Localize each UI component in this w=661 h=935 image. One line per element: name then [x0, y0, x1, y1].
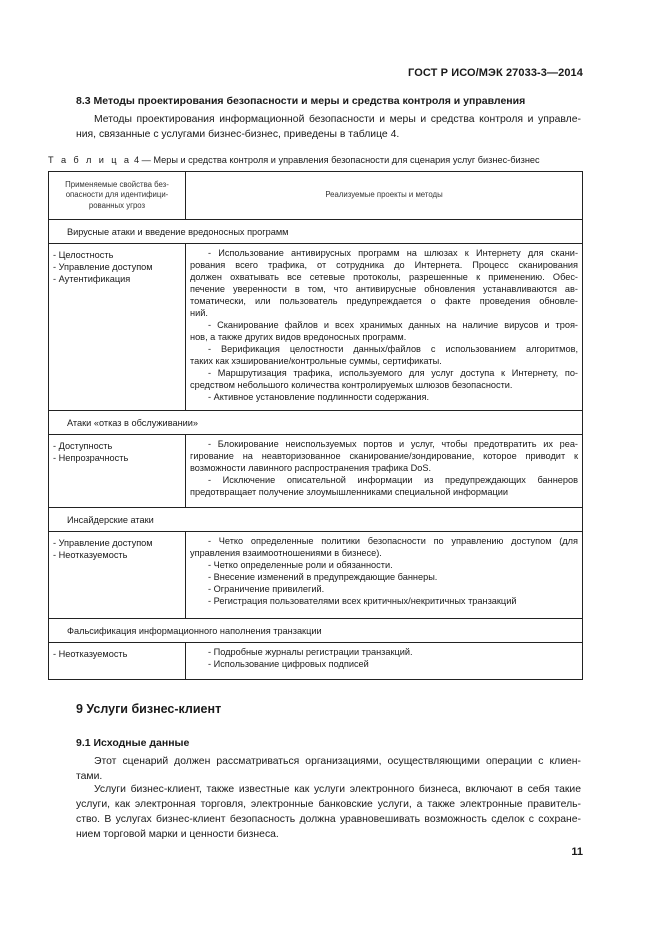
- method-line: - Блокирование неиспользуемых портов и услуг, чтобы предотвратить их реа-: [208, 439, 578, 449]
- method-line: управления взаимоотношениями в бизнесе).: [190, 548, 382, 558]
- method-line: гирование на неавторизованное сканирование/зондирование, которое приводит к: [190, 451, 578, 461]
- method-item: [190, 535, 578, 559]
- header-col-properties: [49, 172, 186, 220]
- paragraph-line: услуги, как электронная торговля, электронные банковские услуги, а также электронные правитель-: [76, 799, 581, 810]
- property-item: - Непрозрачность: [53, 453, 129, 463]
- header-line: рованных угроз: [88, 200, 146, 210]
- paragraph-line: ство. В услугах бизнес-клиент безопасность должна уравновешивать возможность сделок с сохране-: [76, 814, 581, 825]
- method-item: [190, 658, 578, 670]
- methods-cell: [186, 643, 583, 680]
- section-8-3-paragraph: [76, 112, 581, 142]
- table-header-row: [49, 172, 583, 220]
- section-9-1-title: 9.1 Исходные данные: [76, 737, 190, 749]
- method-item: [190, 583, 578, 595]
- header-line: Применяемые свойства без-: [65, 179, 169, 189]
- method-line: - Использование антивирусных программ на шлюзах к Интернету для скани-: [208, 248, 578, 258]
- standard-header: ГОСТ Р ИСО/МЭК 27033-3—2014: [408, 67, 583, 79]
- method-line: - Использование цифровых подписей: [208, 659, 369, 669]
- paragraph-line: Методы проектирования информационной безопасности и меры и средства контроля и управле-: [94, 114, 581, 125]
- table-row: [49, 244, 583, 411]
- method-line: нов, а также других видов вредоносных программ.: [190, 332, 407, 342]
- paragraph-line: ния, связанные с услугами бизнес-бизнес, приведены в таблице 4.: [76, 129, 400, 140]
- method-line: должен охватывать все сетевые протоколы, разрешенные к применению. Обес-: [190, 272, 578, 282]
- methods-cell: [186, 435, 583, 508]
- method-line: томатически, или пользователь предупреждается о факте проведения обновле-: [190, 296, 578, 306]
- method-line: - Четко определенные политики безопасности по управлению доступом (для: [208, 536, 578, 546]
- method-item: [190, 319, 578, 343]
- method-line: - Подробные журналы регистрации транзакций.: [208, 647, 413, 657]
- page-number: 11: [571, 846, 583, 858]
- property-item: - Неотказуемость: [53, 550, 128, 560]
- method-line: печение уверенности в том, что антивирусные обновления устанавливаются ав-: [190, 284, 578, 294]
- property-item: - Неотказуемость: [53, 649, 128, 659]
- section-9-1-paragraph-2: [76, 782, 581, 842]
- methods-cell: [186, 244, 583, 411]
- property-item: - Целостность: [53, 250, 114, 260]
- property-item: - Доступность: [53, 441, 113, 451]
- table-section-row: [49, 508, 583, 532]
- method-line: - Четко определенные роли и обязанности.: [208, 560, 393, 570]
- section-title: Инсайдерские атаки: [49, 508, 583, 532]
- section-9-1-paragraph-1: [76, 754, 581, 784]
- method-line: - Активное установление подлинности содержания.: [208, 392, 430, 402]
- table-section-row: [49, 220, 583, 244]
- method-line: возможности лавинного распространения трафика DoS.: [190, 463, 432, 473]
- method-item: [190, 367, 578, 391]
- section-title: Вирусные атаки и введение вредоносных программ: [49, 220, 583, 244]
- method-line: таких как хэширование/контрольные суммы, сертификаты.: [190, 356, 442, 366]
- header-line: опасности для идентифици-: [65, 190, 169, 200]
- paragraph-line: нием торговой марки и ценности бизнеса.: [76, 829, 279, 840]
- properties-cell: [49, 435, 186, 508]
- methods-cell: [186, 532, 583, 619]
- paragraph-line: Услуги бизнес-клиент, также известные как услуги электронного бизнеса, включают в себя такие: [94, 784, 581, 795]
- section-title: Атаки «отказ в обслуживании»: [49, 411, 583, 435]
- method-item: [190, 391, 578, 403]
- table-caption-prefix: Т а б л и ц а: [48, 155, 132, 165]
- properties-cell: [49, 244, 186, 411]
- table-row: [49, 532, 583, 619]
- table-row: [49, 643, 583, 680]
- table-4-caption: [48, 155, 540, 165]
- method-line: средством небольшого количества контролируемых шлюзов безопасности.: [190, 380, 513, 390]
- method-item: [190, 474, 578, 498]
- table-section-row: [49, 619, 583, 643]
- section-9-title: 9 Услуги бизнес-клиент: [76, 702, 222, 716]
- property-item: - Управление доступом: [53, 262, 153, 272]
- table-4: [48, 171, 583, 680]
- method-line: - Верификация целостности данных/файлов с использованием алгоритмов,: [208, 344, 578, 354]
- properties-cell: [49, 643, 186, 680]
- method-line: предотвращает получение злоумышленниками специальной информации: [190, 487, 508, 497]
- properties-cell: [49, 532, 186, 619]
- table-section-row: [49, 411, 583, 435]
- method-item: [190, 595, 578, 607]
- method-line: - Внесение изменений в предупреждающие баннеры.: [208, 572, 438, 582]
- section-8-3-title: 8.3 Методы проектирования безопасности и меры и средства контроля и управления: [76, 95, 526, 107]
- paragraph-line: тами.: [76, 771, 103, 782]
- method-item: [190, 646, 578, 658]
- property-item: - Аутентификация: [53, 274, 131, 284]
- method-item: [190, 438, 578, 474]
- section-title: Фальсификация информационного наполнения транзакции: [49, 619, 583, 643]
- method-item: [190, 343, 578, 367]
- method-line: - Ограничение привилегий.: [208, 584, 325, 594]
- method-line: - Исключение описательной информации из предупреждающих баннеров: [208, 475, 578, 485]
- method-line: рования всего трафика, от сотрудника до Интернета. Процесс сканирования: [190, 260, 578, 270]
- method-line: - Регистрация пользователями всех критичных/некритичных транзакций: [208, 596, 517, 606]
- table-row: [49, 435, 583, 508]
- method-item: [190, 247, 578, 319]
- method-line: ний.: [190, 308, 208, 318]
- header-col-methods: Реализуемые проекты и методы: [186, 172, 583, 220]
- method-item: [190, 571, 578, 583]
- method-item: [190, 559, 578, 571]
- table-caption-text: 4 — Меры и средства контроля и управления безопасности для сценария услуг бизнес-бизнес: [133, 155, 540, 165]
- property-item: - Управление доступом: [53, 538, 153, 548]
- method-line: - Сканирование файлов и всех хранимых данных на наличие вирусов и троя-: [208, 320, 578, 330]
- method-line: - Маршрутизация трафика, используемого для услуг доступа к Интернету, по-: [208, 368, 578, 378]
- paragraph-line: Этот сценарий должен рассматриваться организациями, осуществляющими операции с клиен-: [94, 756, 581, 767]
